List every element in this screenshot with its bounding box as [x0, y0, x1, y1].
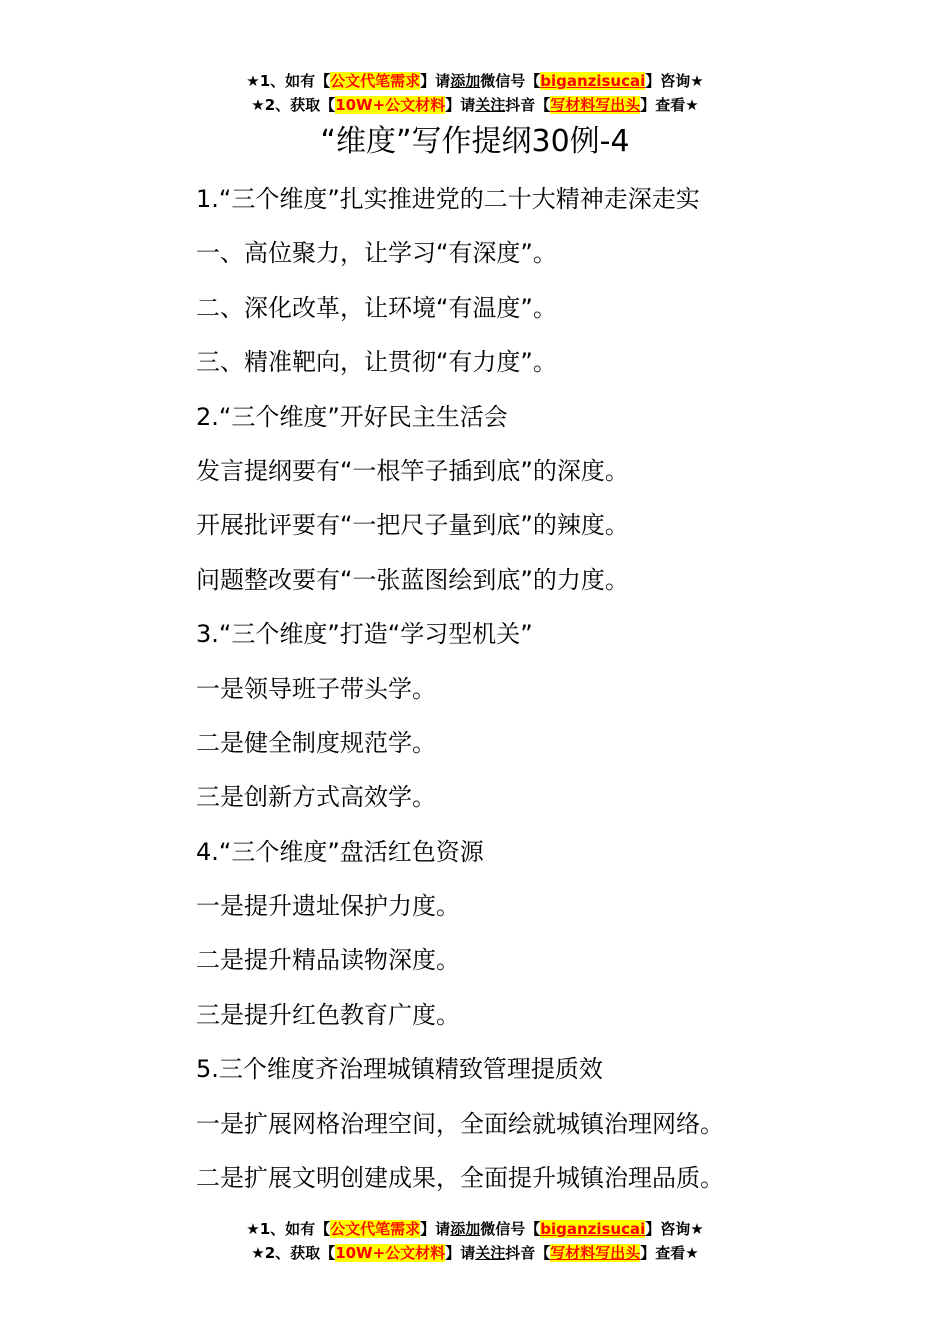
promo-highlight-service: 公文代笔需求	[330, 72, 421, 90]
promo-line-2	[0, 1241, 950, 1265]
promo-highlight-wechat-id: biganzisucai	[540, 1220, 646, 1238]
promo-line-2	[0, 93, 950, 117]
promo-underlined-text: 关注	[475, 1244, 506, 1262]
header-promo-banner	[0, 69, 950, 117]
promo-text: ★2、获取【	[251, 1244, 336, 1262]
document-line: 三是创新方式高效学。	[196, 783, 436, 812]
document-line: 二是健全制度规范学。	[196, 728, 436, 757]
document-line: 3.“三个维度”打造“学习型机关”	[196, 620, 533, 649]
promo-text: 微信号【	[480, 1220, 541, 1238]
promo-text: ★1、如有【	[246, 1220, 331, 1238]
document-line: 二、深化改革，让环境“有温度”。	[196, 293, 557, 322]
promo-text: 微信号【	[480, 72, 541, 90]
promo-line-1	[0, 69, 950, 93]
promo-text: ★1、如有【	[246, 72, 331, 90]
promo-text: 】查看★	[640, 96, 699, 114]
document-line: 一是提升遗址保护力度。	[196, 892, 460, 921]
document-line: 一是扩展网格治理空间，全面绘就城镇治理网络。	[196, 1109, 724, 1138]
page-title: “维度”写作提纲30例-4	[320, 124, 630, 159]
document-line: 5.三个维度齐治理城镇精致管理提质效	[196, 1055, 603, 1084]
promo-text: 】请	[420, 72, 451, 90]
promo-text: 抖音【	[505, 1244, 551, 1262]
document-line: 三是提升红色教育广度。	[196, 1000, 460, 1029]
promo-text: 】请	[445, 96, 476, 114]
document-line: 一是领导班子带头学。	[196, 674, 436, 703]
document-line: 4.“三个维度”盘活红色资源	[196, 837, 484, 866]
document-line: 三、精准靶向，让贯彻“有力度”。	[196, 348, 557, 377]
promo-text: 抖音【	[505, 96, 551, 114]
document-line: 开展批评要有“一把尺子量到底”的辣度。	[196, 511, 629, 540]
footer-promo-banner	[0, 1217, 950, 1265]
promo-underlined-text: 添加	[450, 72, 481, 90]
promo-underlined-text: 关注	[475, 96, 506, 114]
promo-highlight-service: 公文代笔需求	[330, 1220, 421, 1238]
document-line: 发言提纲要有“一根竿子插到底”的深度。	[196, 456, 629, 485]
document-line: 二是提升精品读物深度。	[196, 946, 460, 975]
promo-highlight-materials: 10W+公文材料	[335, 1244, 446, 1262]
promo-underlined-text: 添加	[450, 1220, 481, 1238]
promo-line-1	[0, 1217, 950, 1241]
promo-highlight-materials: 10W+公文材料	[335, 96, 446, 114]
document-line: 2.“三个维度”开好民主生活会	[196, 402, 508, 431]
document-body	[196, 176, 916, 1209]
promo-text: 】咨询★	[645, 72, 704, 90]
document-line: 一、高位聚力，让学习“有深度”。	[196, 239, 557, 268]
document-line: 二是扩展文明创建成果，全面提升城镇治理品质。	[196, 1164, 724, 1193]
promo-text: 】咨询★	[645, 1220, 704, 1238]
promo-text: 】查看★	[640, 1244, 699, 1262]
document-line: 1.“三个维度”扎实推进党的二十大精神走深走实	[196, 185, 700, 213]
promo-highlight-douyin: 写材料写出头	[550, 1244, 641, 1262]
promo-highlight-douyin: 写材料写出头	[550, 96, 641, 114]
promo-highlight-wechat-id: biganzisucai	[540, 72, 646, 90]
promo-text: 】请	[445, 1244, 476, 1262]
promo-text: ★2、获取【	[251, 96, 336, 114]
document-line: 问题整改要有“一张蓝图绘到底”的力度。	[196, 565, 629, 594]
promo-text: 】请	[420, 1220, 451, 1238]
